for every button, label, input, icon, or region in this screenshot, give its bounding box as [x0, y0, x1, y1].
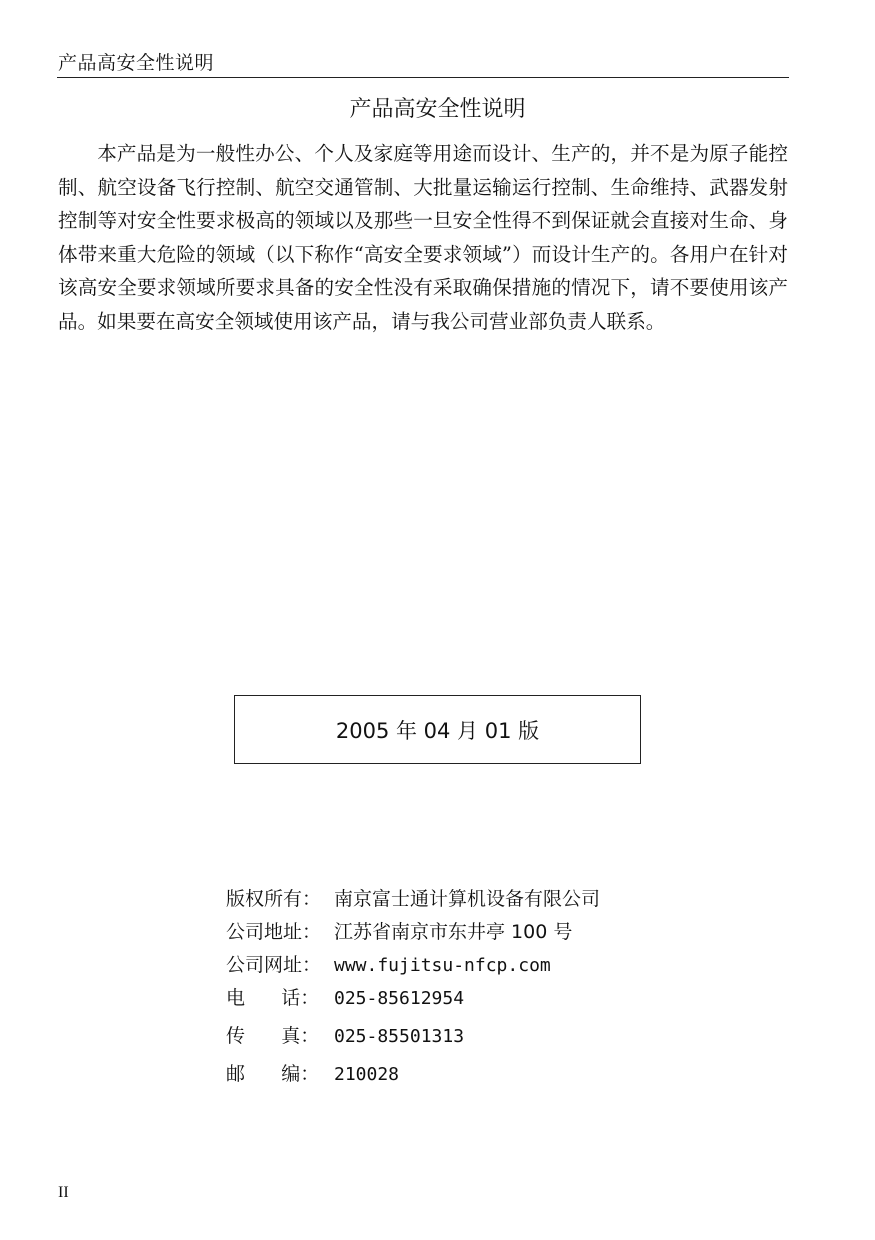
postcode-value: 210028 — [334, 1064, 400, 1085]
postcode-label: 邮 编： — [226, 1063, 320, 1085]
copyright-row — [226, 884, 600, 917]
phone-value: 025-85612954 — [334, 988, 465, 1009]
fax-label: 传 真： — [226, 1025, 320, 1047]
address-row — [226, 917, 600, 950]
address-value: 江苏省南京市东井亭 100 号 — [334, 921, 573, 943]
page-number: II — [58, 1184, 69, 1201]
website-value: www.fujitsu-nfcp.com — [334, 955, 551, 976]
version-text: 2005 年 04 月 01 版 — [335, 718, 540, 743]
fax-value: 025-85501313 — [334, 1026, 465, 1047]
page-title: 产品高安全性说明 — [349, 97, 526, 122]
contact-info — [226, 884, 600, 1092]
postcode-row — [226, 1059, 600, 1092]
copyright-label: 版权所有： — [226, 888, 322, 910]
website-row — [226, 950, 600, 983]
safety-notice-paragraph: 本产品是为一般性办公、个人及家庭等用途而设计、生产的，并不是为原子能控制、航空设备飞行控制、航空交通管制、大批量运输运行控制、生命维持、武器发射控制等对安全性要求极高的领域以及那些一旦安全性得不到保证就会直接对生命、身体带来重大危险的领域（以下称作“高安全要求领域”）而设计生产的。各用户在针对该高安全要求领域所要求具备的安全性没有采取确保措施的情况下，请不要使用该产品。如果要在高安全领域使用该产品，请与我公司营业部负责人联系。 — [58, 142, 788, 333]
header-divider — [57, 77, 789, 78]
address-label: 公司地址： — [226, 921, 322, 943]
version-box — [234, 695, 641, 764]
phone-label: 电 话： — [226, 987, 320, 1009]
phone-row — [226, 983, 600, 1021]
website-label: 公司网址： — [226, 954, 322, 976]
copyright-value: 南京富士通计算机设备有限公司 — [334, 888, 601, 910]
running-title: 产品高安全性说明 — [58, 52, 215, 74]
fax-row — [226, 1021, 600, 1059]
